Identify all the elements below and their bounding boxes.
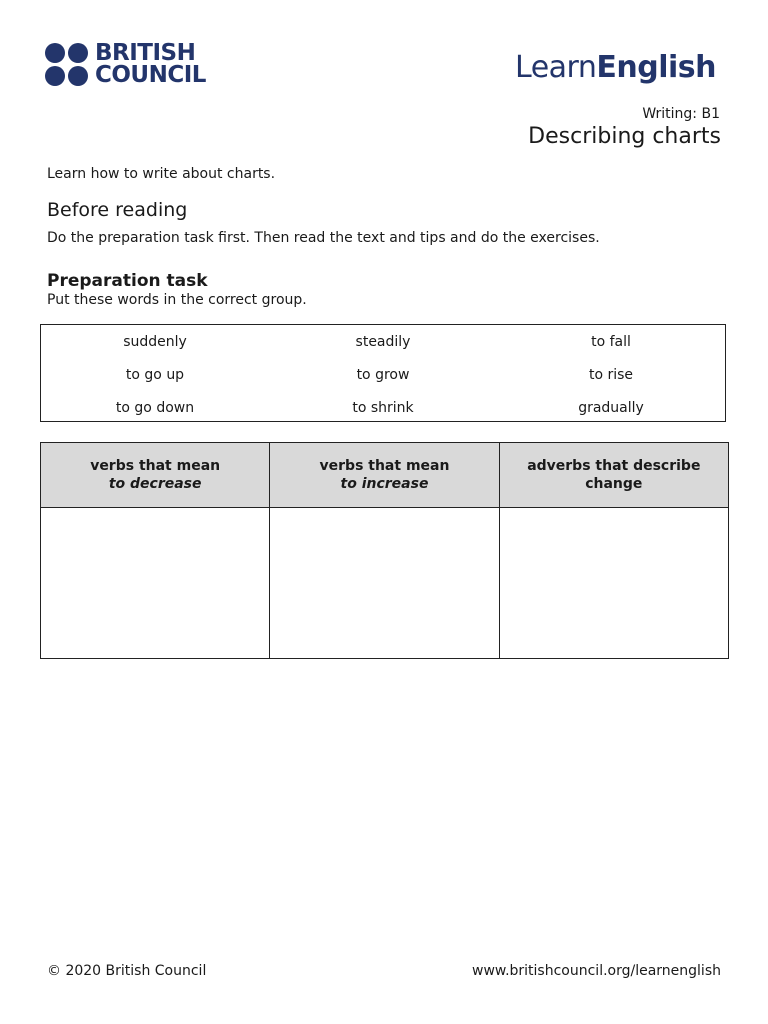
before-reading-text: Do the preparation task first. Then read the text and tips and do the exercises. bbox=[47, 230, 600, 246]
british-council-dots-icon bbox=[45, 43, 88, 86]
word-bank-item: to go up bbox=[125, 366, 185, 383]
bc-logo-line2: COUNCIL bbox=[95, 62, 206, 88]
word-bank-item: steadily bbox=[355, 333, 411, 350]
column-header-adverbs bbox=[499, 443, 728, 508]
le-logo-light: Learn bbox=[515, 50, 597, 85]
word-bank bbox=[40, 324, 726, 422]
word-bank-item: to go down bbox=[115, 399, 195, 416]
british-council-wordmark bbox=[95, 42, 206, 86]
preparation-task-heading: Preparation task bbox=[47, 271, 208, 291]
answer-cell-increase[interactable] bbox=[270, 508, 499, 659]
learnenglish-logo bbox=[515, 50, 716, 85]
footer-url[interactable]: www.britishcouncil.org/learnenglish bbox=[472, 963, 721, 979]
level-label: Writing: B1 bbox=[642, 106, 720, 122]
column-header-line: change bbox=[585, 476, 643, 492]
preparation-task-instruction: Put these words in the correct group. bbox=[47, 292, 307, 308]
column-header-decrease bbox=[41, 443, 270, 508]
word-bank-item: to grow bbox=[356, 366, 410, 383]
footer-copyright: © 2020 British Council bbox=[47, 963, 207, 979]
british-council-logo bbox=[45, 42, 206, 86]
word-bank-item: suddenly bbox=[123, 333, 187, 350]
intro-text: Learn how to write about charts. bbox=[47, 166, 276, 182]
word-bank-item: to rise bbox=[588, 366, 634, 383]
column-header-line: adverbs that describe bbox=[527, 458, 701, 474]
column-header-line-italic: to decrease bbox=[108, 476, 202, 492]
le-logo-bold: English bbox=[596, 50, 716, 85]
before-reading-heading: Before reading bbox=[47, 199, 188, 221]
word-bank-item: gradually bbox=[578, 399, 644, 416]
column-header-increase bbox=[270, 443, 499, 508]
word-bank-item: to fall bbox=[591, 333, 631, 350]
bc-logo-line1: BRITISH bbox=[95, 40, 196, 66]
column-header-line-italic: to increase bbox=[340, 476, 429, 492]
column-header-line: verbs that mean bbox=[319, 458, 450, 474]
sorting-table bbox=[40, 442, 729, 659]
word-bank-item: to shrink bbox=[352, 399, 414, 416]
page-title: Describing charts bbox=[528, 124, 721, 149]
column-header-line: verbs that mean bbox=[90, 458, 221, 474]
table-row bbox=[41, 508, 729, 659]
answer-cell-decrease[interactable] bbox=[41, 508, 270, 659]
answer-cell-adverbs[interactable] bbox=[499, 508, 728, 659]
